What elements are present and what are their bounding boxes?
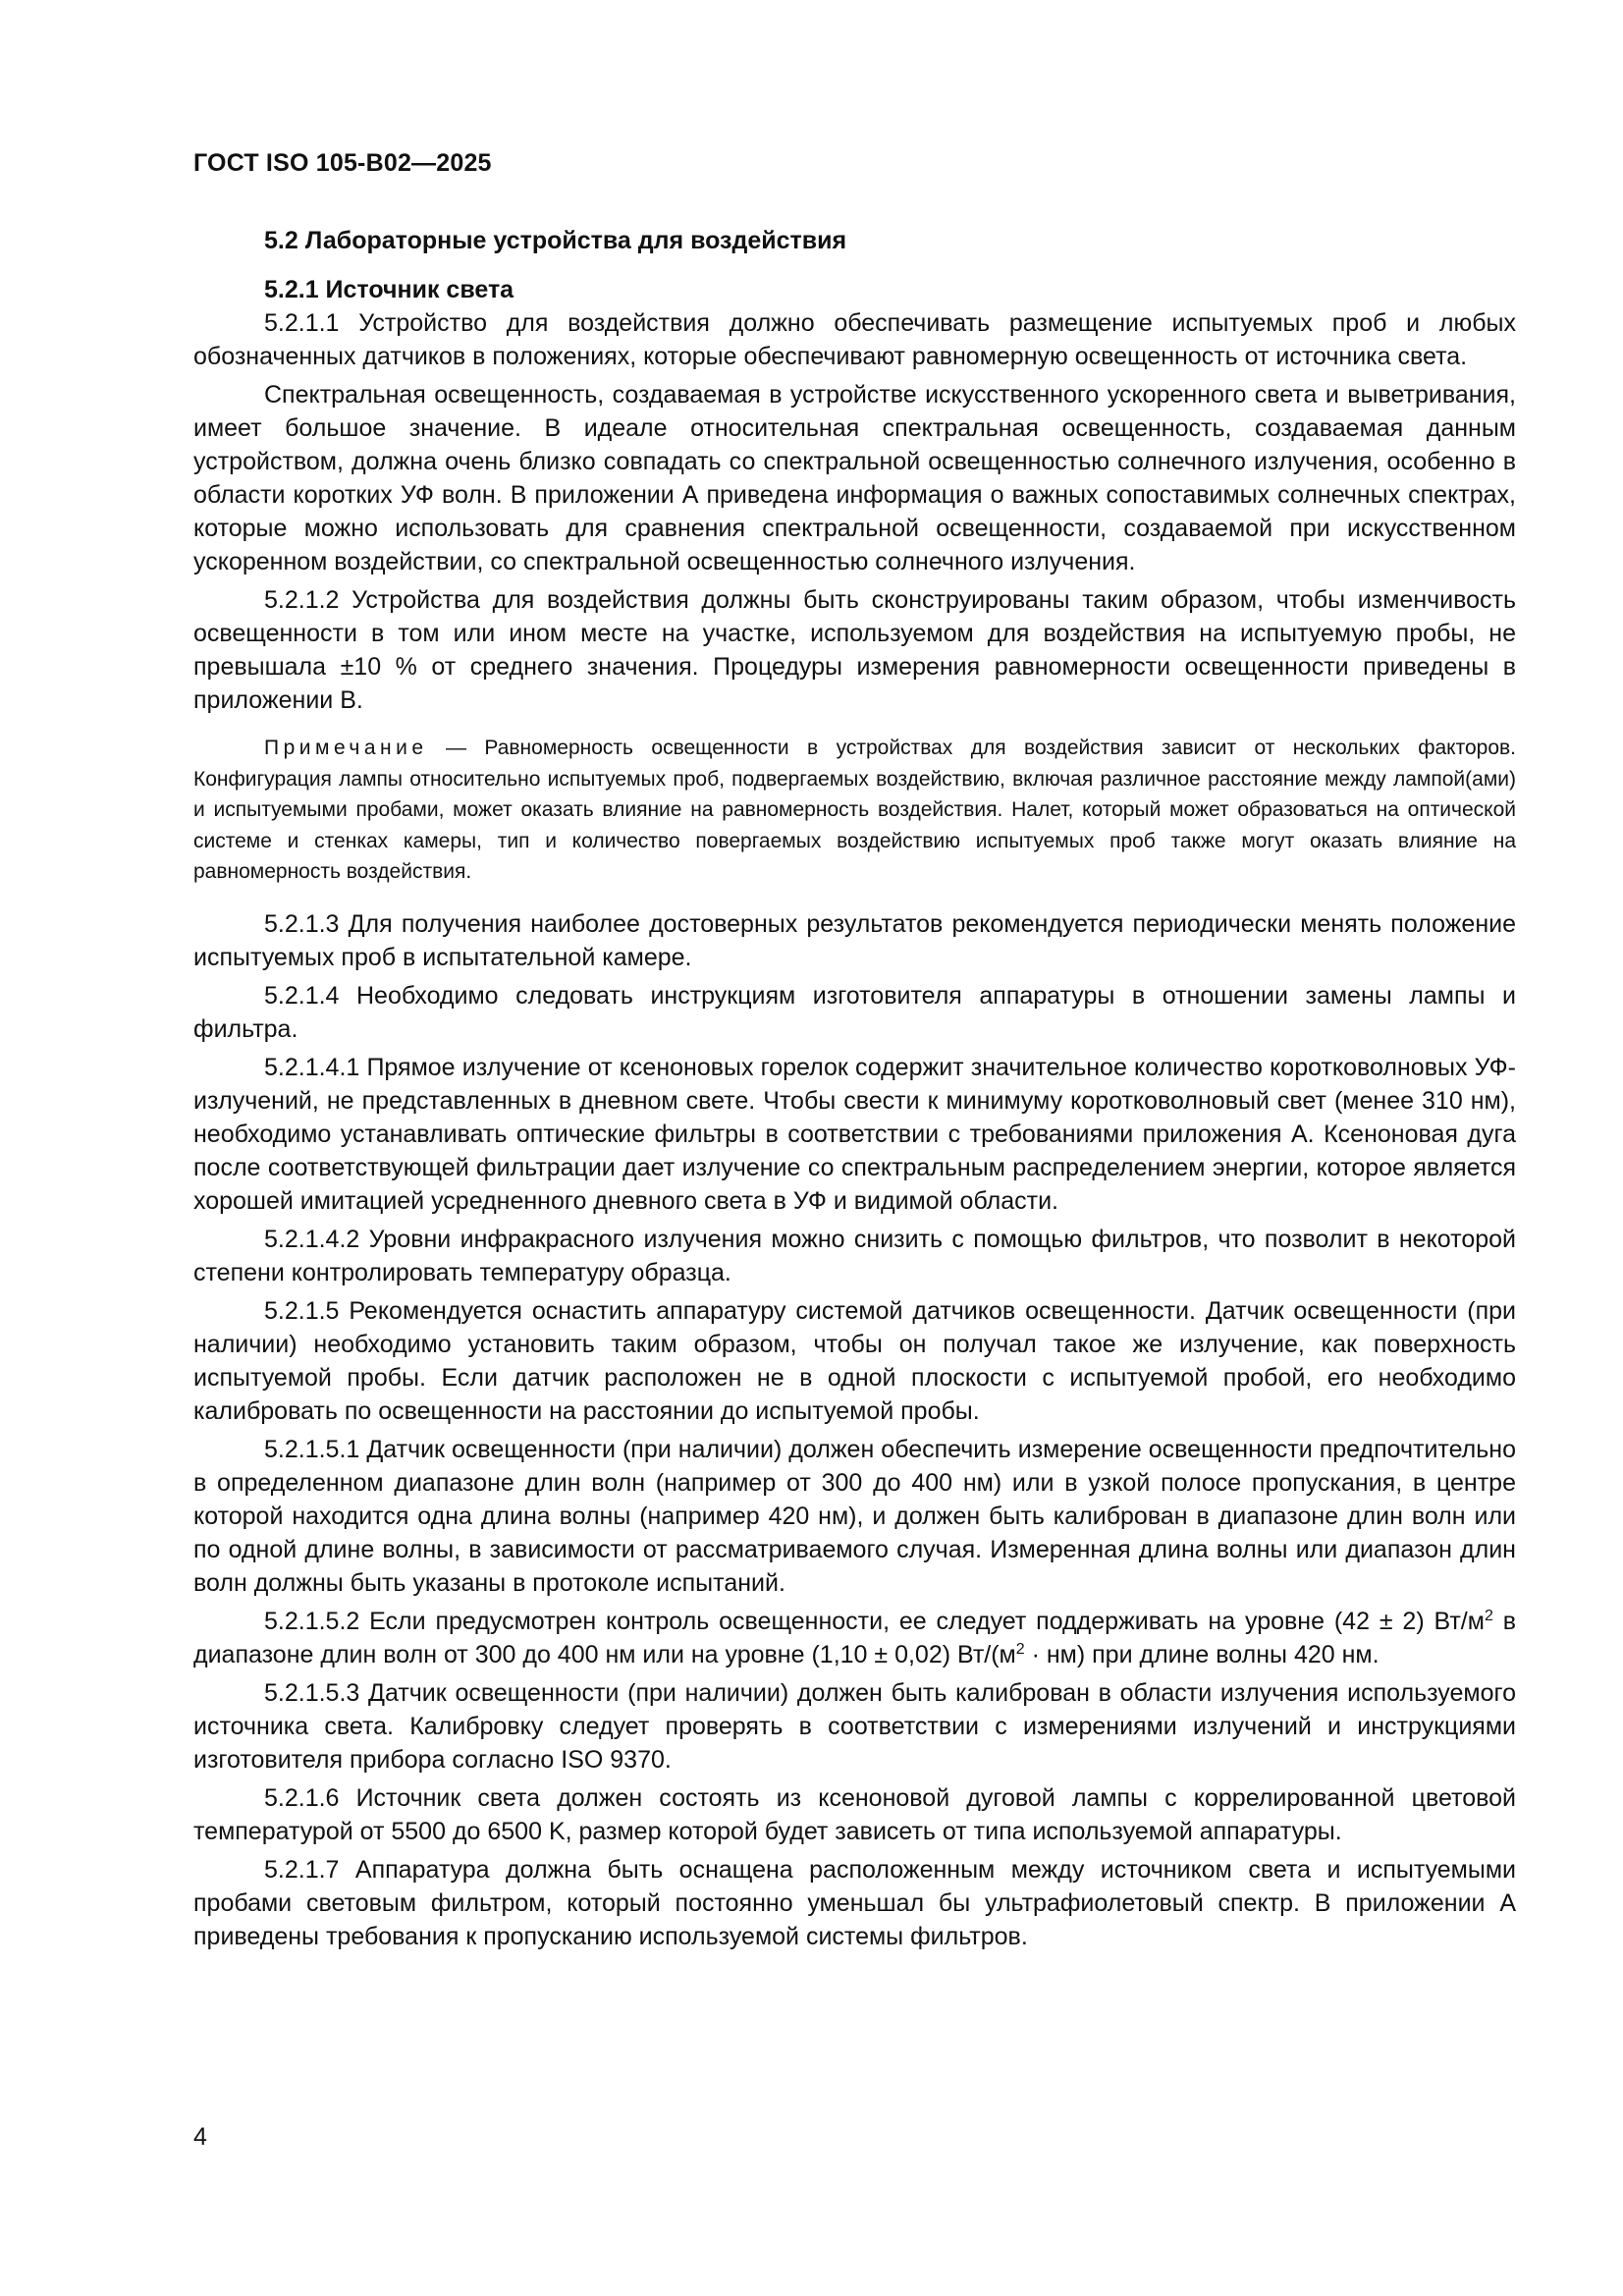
note-text: — Равномерность освещенности в устройствах для воздействия зависит от нескольких факторов. Конфигурация лампы относительно испытуемых проб, подвергаемых воздействию, включая различное расстояние между лампой(ами) и испытуемыми пробами, может оказать влияние на равномерность воздействия. Налет, который может образоваться на оптической системе и стенках камеры, тип и количество повергаемых воздействию испытуемых проб также могут оказать влияние на равномерность воздействия.	[193, 737, 1516, 883]
note	[193, 733, 1516, 888]
paragraph-5-2-1-5-2-part2: в диапазоне длин волн от 300 до 400 нм или на уровне (1,10 ± 0,02) Вт/(м	[193, 1607, 1516, 1668]
note-label: Примечание	[264, 737, 428, 759]
paragraph-5-2-1-4-2: 5.2.1.4.2 Уровни инфракрасного излучения можно снизить с помощью фильтров, что позволит в некоторой степени контролировать температуру образца.	[193, 1225, 1516, 1286]
paragraph-spectral-irradiance: Спектральная освещенность, создаваемая в устройстве искусственного ускоренного света и выветривания, имеет большое значение. В идеале относительная спектральная освещенность, создаваемая данным устройством, должна очень близко совпадать со спектральной освещенностью солнечного излучения, особенно в области коротких УФ волн. В приложении А приведена информация о важных сопоставимых солнечных спектрах, которые можно использовать для сравнения спектральной освещенности, создаваемой при искусственном ускоренном воздействии, со спектральной освещенностью солнечного излучения.	[193, 381, 1516, 575]
paragraph-5-2-1-5-2-part1: 5.2.1.5.2 Если предусмотрен контроль освещенности, ее следует поддерживать на уровне (42 ± 2) Вт/м	[264, 1607, 1485, 1635]
section-heading-5-2: 5.2 Лабораторные устройства для воздействия	[264, 227, 847, 254]
paragraph-5-2-1-5-2	[193, 1605, 1516, 1671]
section-heading-5-2-1: 5.2.1 Источник света	[264, 276, 514, 303]
superscript-squared: 2	[1484, 1607, 1493, 1624]
paragraph-5-2-1-5: 5.2.1.5 Рекомендуется оснастить аппаратуру системой датчиков освещенности. Датчик освещенности (при наличии) необходимо установить таким образом, чтобы он получал такое же излучение, как поверхность испытуемой пробы. Если датчик расположен не в одной плоскости с испытуемой пробой, его необходимо калибровать по освещенности на расстоянии до испытуемой пробы.	[193, 1296, 1516, 1425]
paragraph-5-2-1-4: 5.2.1.4 Необходимо следовать инструкциям изготовителя аппаратуры в отношении замены лампы и фильтра.	[193, 981, 1516, 1043]
paragraph-5-2-1-4-1: 5.2.1.4.1 Прямое излучение от ксеноновых горелок содержит значительное количество коротковолновых УФ-излучений, не представленных в дневном свете. Чтобы свести к минимуму коротковолновый свет (менее 310 нм), необходимо устанавливать оптические фильтры в соответствии с требованиями приложения А. Ксеноновая дуга после соответствующей фильтрации дает излучение со спектральным распределением энергии, которое является хорошей имитацией усредненного дневного света в УФ и видимой области.	[193, 1053, 1516, 1215]
paragraph-5-2-1-5-1: 5.2.1.5.1 Датчик освещенности (при наличии) должен обеспечить измерение освещенности предпочтительно в определенном диапазоне длин волн (например от 300 до 400 нм) или в узкой полосе пропускания, в центре которой находится одна длина волны (например 420 нм), и должен быть калиброван в диапазоне длин волн или по одной длине волны, в зависимости от рассматриваемого случая. Измеренная длина волны или диапазон длин волн должны быть указаны в протоколе испытаний.	[193, 1435, 1516, 1597]
paragraph-5-2-1-7: 5.2.1.7 Аппаратура должна быть оснащена расположенным между источником света и испытуемыми пробами световым фильтром, который постоянно уменьшал бы ультрафиолетовый спектр. В приложении А приведены требования к пропусканию используемой системы фильтров.	[193, 1855, 1516, 1950]
page-body	[193, 224, 1516, 1958]
paragraph-5-2-1-5-3: 5.2.1.5.3 Датчик освещенности (при наличии) должен быть калиброван в области излучения используемого источника света. Калибровку следует проверять в соответствии с измерениями излучений и инструкциями изготовителя прибора согласно ISO 9370.	[193, 1678, 1516, 1774]
document-header: ГОСТ ISO 105-B02—2025	[193, 149, 492, 177]
paragraph-5-2-1-3: 5.2.1.3 Для получения наиболее достоверных результатов рекомендуется периодически менять положение испытуемых проб в испытательной камере.	[193, 909, 1516, 971]
paragraph-5-2-1-2: 5.2.1.2 Устройства для воздействия должны быть сконструированы таким образом, чтобы изменчивость освещенности в том или ином месте на участке, используемом для воздействия на испытуемую пробы, не превышала ±10 % от среднего значения. Процедуры измерения равномерности освещенности приведены в приложении В.	[193, 586, 1516, 714]
paragraph-5-2-1-5-2-part3: · нм) при длине волны 420 нм.	[1024, 1640, 1380, 1668]
paragraph-5-2-1-6: 5.2.1.6 Источник света должен состоять из ксеноновой дуговой лампы с коррелированной цветовой температурой от 5500 до 6500 K, размер которой будет зависеть от типа используемой аппаратуры.	[193, 1783, 1516, 1845]
superscript-squared: 2	[1015, 1640, 1025, 1658]
paragraph-5-2-1-1: 5.2.1.1 Устройство для воздействия должно обеспечивать размещение испытуемых проб и любых обозначенных датчиков в положениях, которые обеспечивают равномерную освещенность от источника света.	[193, 309, 1516, 370]
page-number: 4	[193, 2123, 207, 2151]
